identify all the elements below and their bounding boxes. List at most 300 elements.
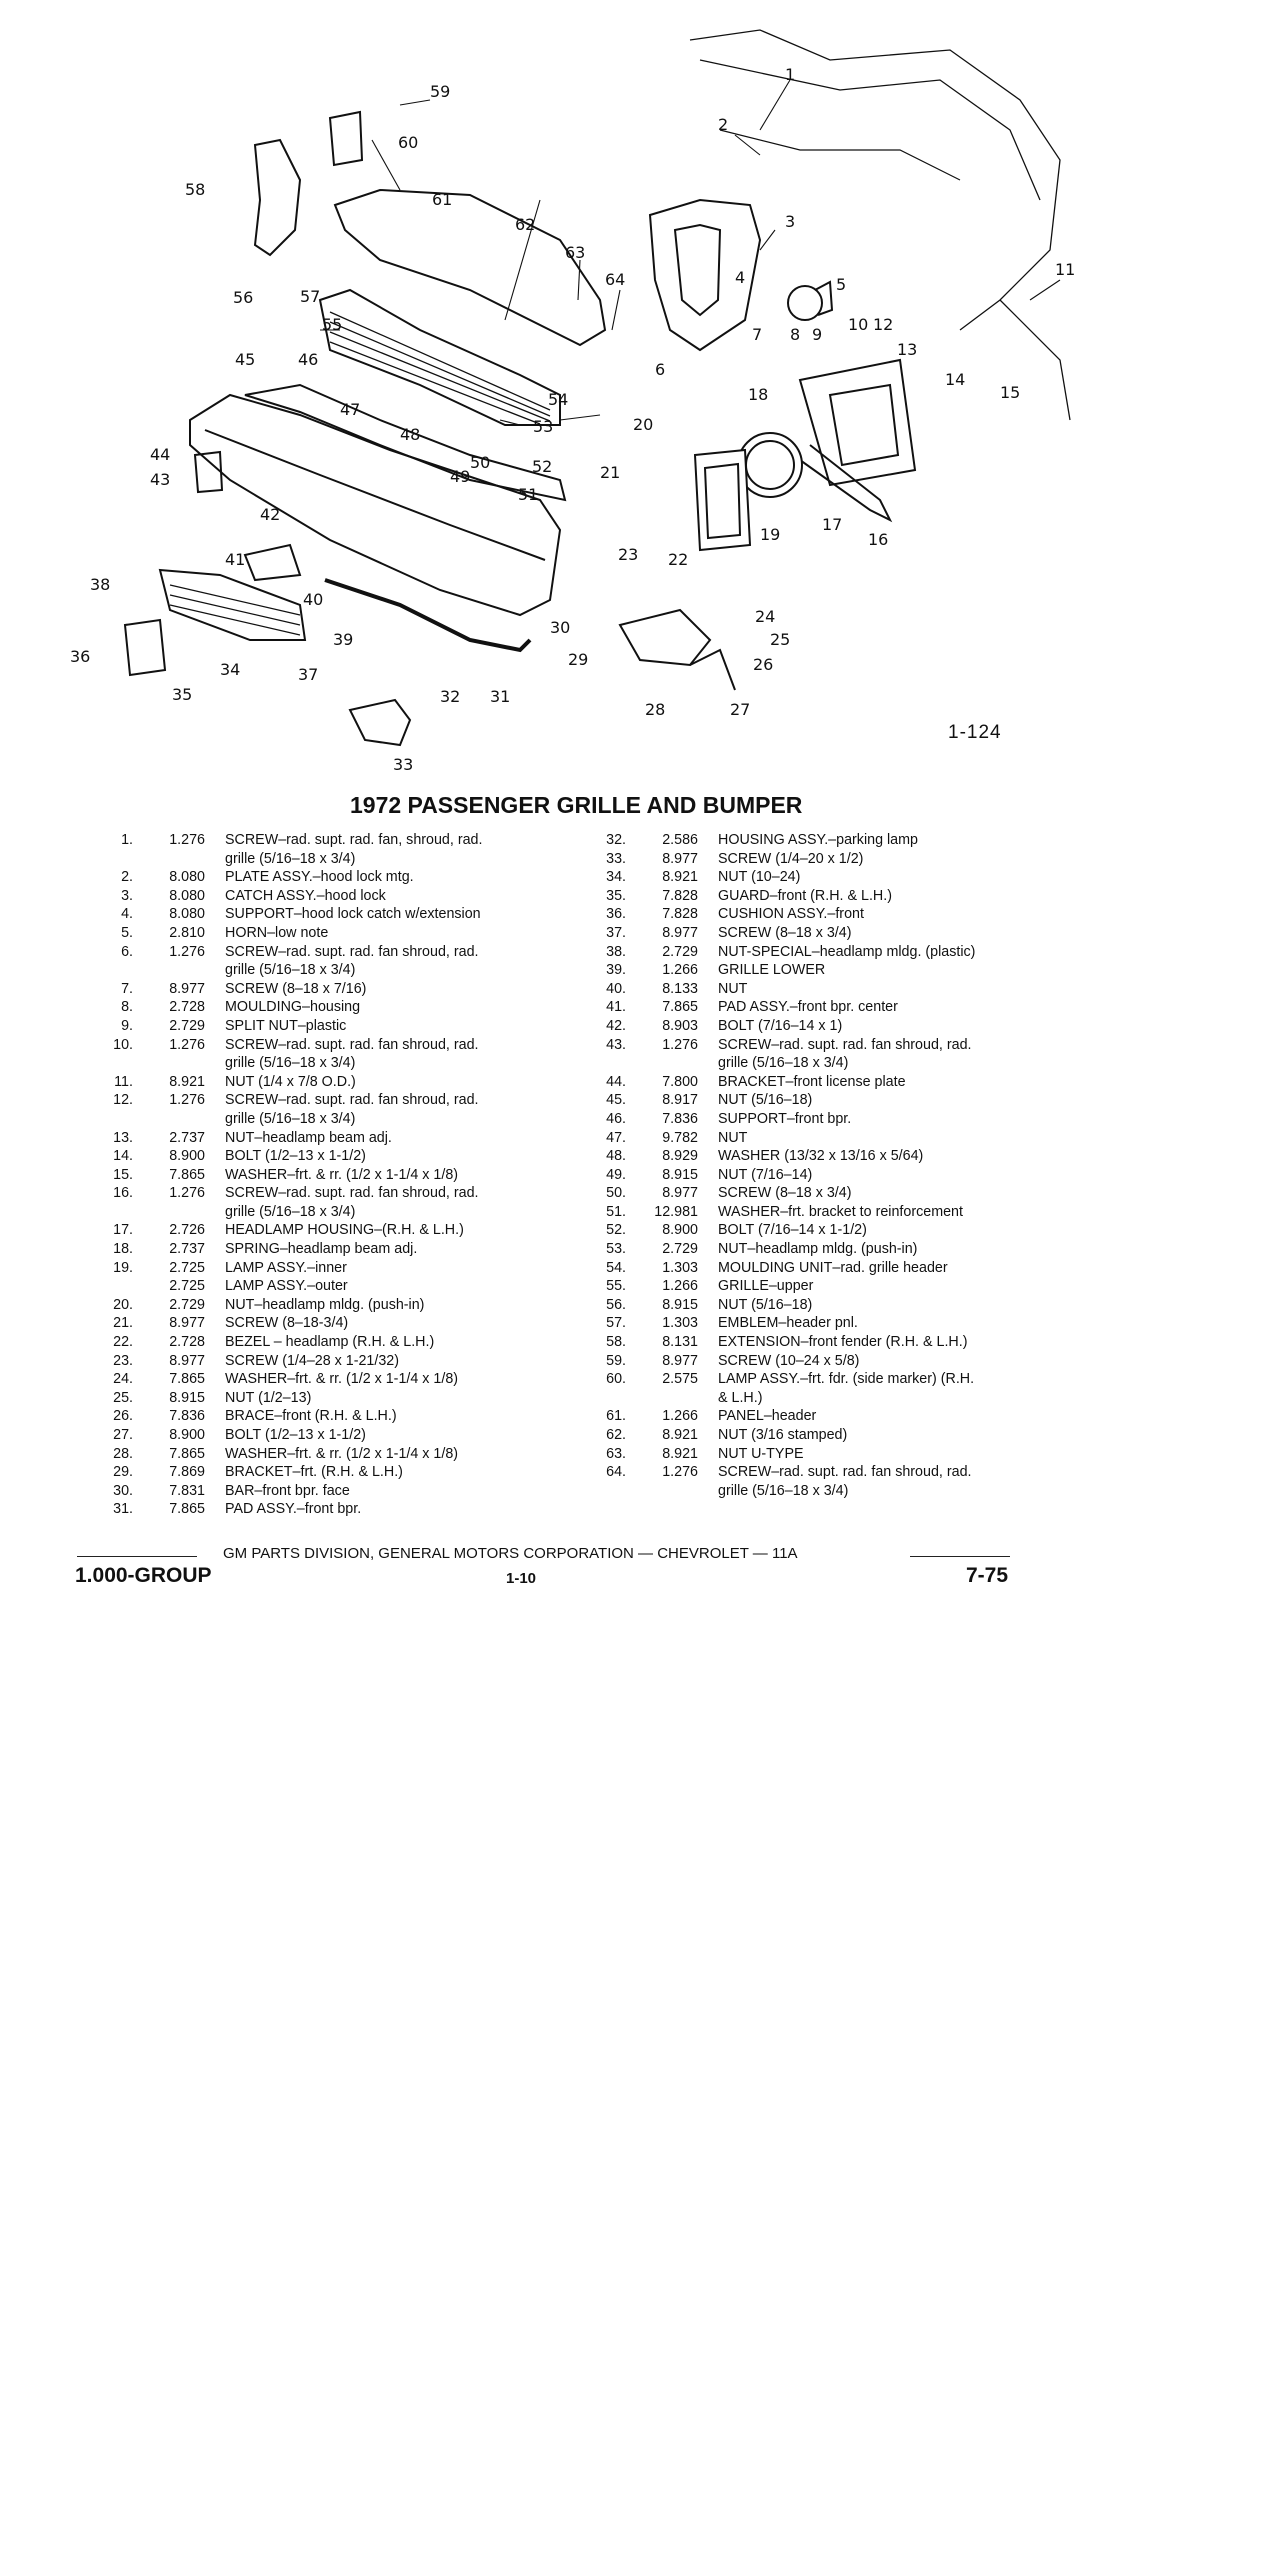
part-number xyxy=(588,1482,626,1501)
part-description: SCREW (1/4–28 x 1-21/32) xyxy=(225,1352,400,1369)
part-row xyxy=(95,1482,655,1501)
part-group-code: 7.831 xyxy=(169,1482,205,1499)
part-row xyxy=(588,905,1148,924)
part-number xyxy=(95,1110,133,1129)
part-row xyxy=(588,1054,1148,1073)
part-number: 56. xyxy=(606,1296,626,1313)
part-description: LAMP ASSY.–inner xyxy=(225,1259,347,1276)
callout-11: 11 xyxy=(1055,260,1076,279)
part-row xyxy=(588,1240,1148,1259)
part-number: 39. xyxy=(606,962,626,979)
part-group-code: 1.276 xyxy=(169,943,205,960)
part-description: NUT (1/4 x 7/8 O.D.) xyxy=(225,1073,356,1090)
callout-18: 18 xyxy=(748,385,769,404)
part-group-code xyxy=(133,850,205,869)
part-row xyxy=(588,831,1148,850)
callout-49: 49 xyxy=(450,467,471,486)
callout-51: 51 xyxy=(518,485,539,504)
callout-58: 58 xyxy=(185,180,206,199)
part-row xyxy=(588,1445,1148,1464)
callout-64: 64 xyxy=(605,270,626,289)
part-description: SCREW–rad. supt. rad. fan shroud, rad. xyxy=(718,1036,972,1053)
callout-54: 54 xyxy=(548,390,569,409)
part-group-code: 2.725 xyxy=(169,1278,205,1295)
part-description: BOLT (7/16–14 x 1) xyxy=(718,1017,843,1034)
part-row xyxy=(95,1277,655,1296)
part-number: 43. xyxy=(606,1036,626,1053)
callout-13: 13 xyxy=(897,340,918,359)
callout-23: 23 xyxy=(618,545,639,564)
part-group-code: 8.080 xyxy=(169,869,205,886)
part-number: 6. xyxy=(121,943,133,960)
part-description: BAR–front bpr. face xyxy=(225,1482,350,1499)
part-row xyxy=(95,1389,655,1408)
part-number: 18. xyxy=(113,1241,133,1258)
part-group-code: 8.900 xyxy=(169,1427,205,1443)
part-row xyxy=(95,1463,655,1482)
part-row xyxy=(588,1407,1148,1426)
part-group-code: 7.800 xyxy=(662,1073,698,1090)
part-row xyxy=(95,1073,655,1092)
part-number: 17. xyxy=(113,1222,133,1239)
part-description: LAMP ASSY.–outer xyxy=(225,1278,348,1295)
part-number: 30. xyxy=(113,1482,133,1499)
part-description: CATCH ASSY.–hood lock xyxy=(225,887,386,904)
part-number: 36. xyxy=(606,906,626,923)
callout-21: 21 xyxy=(600,463,621,482)
part-row xyxy=(588,980,1148,999)
part-group-code: 8.133 xyxy=(662,980,698,997)
part-row xyxy=(588,1036,1148,1055)
part-description: grille (5/16–18 x 3/4) xyxy=(225,1110,356,1127)
part-number: 26. xyxy=(113,1408,133,1425)
part-group-code: 1.266 xyxy=(662,962,698,979)
callout-43: 43 xyxy=(150,470,171,489)
part-group-code: 8.977 xyxy=(169,1352,205,1369)
part-description: SCREW (10–24 x 5/8) xyxy=(718,1352,860,1369)
part-description: NUT xyxy=(718,980,748,997)
part-number: 57. xyxy=(606,1315,626,1332)
callout-35: 35 xyxy=(172,685,193,704)
part-group-code: 2.810 xyxy=(169,924,205,941)
part-number: 23. xyxy=(113,1352,133,1369)
part-row xyxy=(588,961,1148,980)
part-row xyxy=(95,1296,655,1315)
callout-8: 8 xyxy=(790,325,801,344)
part-number: 45. xyxy=(606,1092,626,1109)
part-description: & L.H.) xyxy=(718,1389,763,1406)
part-number: 20. xyxy=(113,1296,133,1313)
part-number: 3. xyxy=(121,887,133,904)
part-description: PAD ASSY.–front bpr. center xyxy=(718,999,898,1016)
part-description: WASHER–frt. & rr. (1/2 x 1-1/4 x 1/8) xyxy=(225,1166,459,1183)
part-number: 60. xyxy=(606,1371,626,1388)
part-group-code xyxy=(626,1054,698,1073)
part-description: NUT (10–24) xyxy=(718,869,801,886)
callout-53: 53 xyxy=(533,417,554,436)
part-row xyxy=(588,1017,1148,1036)
callout-62: 62 xyxy=(515,215,536,234)
part-group-code: 2.726 xyxy=(169,1222,205,1239)
part-group-code: 2.729 xyxy=(662,943,698,960)
part-description: MOULDING UNIT–rad. grille header xyxy=(718,1259,948,1276)
part-description: SCREW (8–18 x 3/4) xyxy=(718,924,852,941)
part-row xyxy=(95,1240,655,1259)
part-row xyxy=(588,943,1148,962)
part-group-code: 8.080 xyxy=(169,906,205,923)
part-group-code: 8.977 xyxy=(169,1315,205,1332)
part-description: SPLIT NUT–plastic xyxy=(225,1017,347,1034)
part-description: WASHER–frt. & rr. (1/2 x 1-1/4 x 1/8) xyxy=(225,1371,459,1388)
part-number: 31. xyxy=(113,1501,133,1518)
part-group-code: 8.921 xyxy=(169,1073,205,1090)
part-number xyxy=(588,1389,626,1408)
part-description: SUPPORT–front bpr. xyxy=(718,1110,852,1127)
part-number xyxy=(95,1277,133,1296)
part-group-code: 7.865 xyxy=(169,1445,205,1462)
part-number: 42. xyxy=(606,1017,626,1034)
callout-24: 24 xyxy=(755,607,776,626)
part-description: SCREW (1/4–20 x 1/2) xyxy=(718,850,864,867)
callout-25: 25 xyxy=(770,630,791,649)
part-number: 40. xyxy=(606,980,626,997)
part-number xyxy=(95,961,133,980)
part-group-code: 2.737 xyxy=(169,1241,205,1258)
part-number: 28. xyxy=(113,1445,133,1462)
callout-4: 4 xyxy=(735,268,746,287)
part-group-code: 7.865 xyxy=(169,1501,205,1518)
part-number: 44. xyxy=(606,1073,626,1090)
part-description: SCREW–rad. supt. rad. fan shroud, rad. xyxy=(718,1464,972,1481)
part-row xyxy=(95,1333,655,1352)
part-group-code xyxy=(626,1482,698,1501)
part-number xyxy=(588,1054,626,1073)
part-row xyxy=(95,924,655,943)
part-number: 38. xyxy=(606,943,626,960)
part-number: 51. xyxy=(606,1203,626,1220)
callout-38: 38 xyxy=(90,575,111,594)
part-group-code: 1.266 xyxy=(662,1408,698,1425)
callout-61: 61 xyxy=(432,190,453,209)
part-row xyxy=(588,1129,1148,1148)
callout-19: 19 xyxy=(760,525,781,544)
part-group-code: 1.276 xyxy=(662,1464,698,1481)
callout-9: 9 xyxy=(812,325,823,344)
part-number: 47. xyxy=(606,1129,626,1146)
part-row xyxy=(95,1054,655,1073)
part-number: 14. xyxy=(113,1148,133,1165)
part-description: PAD ASSY.–front bpr. xyxy=(225,1501,362,1518)
callout-55: 55 xyxy=(322,315,343,334)
part-group-code: 8.921 xyxy=(662,1427,698,1443)
part-number: 54. xyxy=(606,1259,626,1276)
part-group-code: 8.900 xyxy=(169,1148,205,1165)
part-group-code: 2.729 xyxy=(169,1296,205,1313)
part-number xyxy=(95,1054,133,1073)
part-description: HEADLAMP HOUSING–(R.H. & L.H.) xyxy=(225,1222,464,1239)
part-description: WASHER–frt. & rr. (1/2 x 1-1/4 x 1/8) xyxy=(225,1445,459,1462)
part-group-code: 8.929 xyxy=(662,1148,698,1165)
part-number: 64. xyxy=(606,1464,626,1481)
callout-34: 34 xyxy=(220,660,241,679)
part-row xyxy=(95,943,655,962)
callout-63: 63 xyxy=(565,243,586,262)
part-group-code: 7.865 xyxy=(169,1371,205,1388)
part-row xyxy=(588,1259,1148,1278)
part-number: 50. xyxy=(606,1185,626,1202)
part-row xyxy=(95,1184,655,1203)
part-group-code: 2.728 xyxy=(169,999,205,1016)
part-row xyxy=(588,1482,1148,1501)
callout-16: 16 xyxy=(868,530,889,549)
callout-46: 46 xyxy=(298,350,319,369)
part-description: NUT (5/16–18) xyxy=(718,1092,813,1109)
part-group-code: 7.869 xyxy=(169,1464,205,1481)
part-number: 33. xyxy=(606,850,626,867)
part-group-code: 2.728 xyxy=(169,1334,205,1351)
callout-2: 2 xyxy=(718,115,729,134)
callout-50: 50 xyxy=(470,453,491,472)
part-description: grille (5/16–18 x 3/4) xyxy=(225,850,356,867)
part-description: CUSHION ASSY.–front xyxy=(718,906,864,923)
part-row xyxy=(588,1110,1148,1129)
part-description: NUT U-TYPE xyxy=(718,1445,804,1462)
callout-41: 41 xyxy=(225,550,246,569)
callout-28: 28 xyxy=(645,700,666,719)
part-number: 49. xyxy=(606,1166,626,1183)
part-description: NUT (3/16 stamped) xyxy=(718,1427,848,1443)
part-group-code: 2.575 xyxy=(662,1371,698,1388)
part-description: PANEL–header xyxy=(718,1408,817,1425)
part-row xyxy=(588,1426,1148,1445)
callout-33: 33 xyxy=(393,755,414,774)
part-number: 9. xyxy=(121,1017,133,1034)
part-description: NUT–headlamp mldg. (push-in) xyxy=(225,1296,425,1313)
part-number: 27. xyxy=(113,1427,133,1443)
part-number: 19. xyxy=(113,1259,133,1276)
part-group-code: 8.921 xyxy=(662,1445,698,1462)
callout-17: 17 xyxy=(822,515,843,534)
part-group-code xyxy=(626,1389,698,1408)
part-number: 59. xyxy=(606,1352,626,1369)
part-number: 15. xyxy=(113,1166,133,1183)
callout-48: 48 xyxy=(400,425,421,444)
callout-40: 40 xyxy=(303,590,324,609)
part-description: EMBLEM–header pnl. xyxy=(718,1315,858,1332)
part-group-code xyxy=(133,1054,205,1073)
part-group-code: 8.915 xyxy=(662,1166,698,1183)
part-row xyxy=(95,1426,655,1445)
part-row xyxy=(588,1352,1148,1371)
part-description: BRACE–front (R.H. & L.H.) xyxy=(225,1408,397,1425)
parts-diagram xyxy=(0,0,1271,800)
part-number: 11. xyxy=(114,1073,133,1090)
callout-14: 14 xyxy=(945,370,966,389)
footer-group: 1.000-GROUP xyxy=(75,1564,212,1587)
part-row xyxy=(588,1463,1148,1482)
part-group-code: 8.977 xyxy=(662,1185,698,1202)
part-group-code: 1.303 xyxy=(662,1315,698,1332)
figure-id: 1-124 xyxy=(948,722,1002,743)
part-description: SCREW–rad. supt. rad. fan shroud, rad. xyxy=(225,943,479,960)
part-row xyxy=(588,924,1148,943)
footer-rule-right xyxy=(910,1556,1010,1557)
part-row xyxy=(95,1110,655,1129)
part-description: NUT xyxy=(718,1129,748,1146)
part-row xyxy=(95,850,655,869)
part-description: NUT (1/2–13) xyxy=(225,1389,312,1406)
part-row xyxy=(95,831,655,850)
part-number: 32. xyxy=(606,832,626,848)
part-row xyxy=(588,1389,1148,1408)
callout-12: 12 xyxy=(873,315,894,334)
part-description: HOUSING ASSY.–parking lamp xyxy=(718,832,918,848)
callout-10: 10 xyxy=(848,315,869,334)
part-row xyxy=(95,905,655,924)
callout-26: 26 xyxy=(753,655,774,674)
part-number: 7. xyxy=(121,980,133,997)
callout-22: 22 xyxy=(668,550,689,569)
parts-list-left xyxy=(95,831,655,1519)
part-number: 24. xyxy=(113,1371,133,1388)
part-description: HORN–low note xyxy=(225,924,329,941)
part-group-code: 9.782 xyxy=(662,1129,698,1146)
part-description: SCREW–rad. supt. rad. fan, shroud, rad. xyxy=(225,832,483,848)
part-row xyxy=(588,998,1148,1017)
part-number: 34. xyxy=(606,869,626,886)
part-group-code xyxy=(133,1110,205,1129)
callout-57: 57 xyxy=(300,287,321,306)
part-description: grille (5/16–18 x 3/4) xyxy=(718,1482,849,1499)
part-row xyxy=(588,850,1148,869)
part-description: grille (5/16–18 x 3/4) xyxy=(718,1055,849,1072)
callout-47: 47 xyxy=(340,400,361,419)
part-description: NUT (5/16–18) xyxy=(718,1296,813,1313)
part-row xyxy=(95,1445,655,1464)
part-description: MOULDING–housing xyxy=(225,999,361,1016)
parts-list-right xyxy=(588,831,1148,1500)
part-group-code: 1.276 xyxy=(662,1036,698,1053)
part-row xyxy=(588,1147,1148,1166)
part-description: LAMP ASSY.–frt. fdr. (side marker) (R.H. xyxy=(718,1371,975,1388)
part-row xyxy=(588,1203,1148,1222)
part-description: SCREW–rad. supt. rad. fan shroud, rad. xyxy=(225,1092,479,1109)
part-group-code: 8.977 xyxy=(662,924,698,941)
part-number: 12. xyxy=(113,1092,133,1109)
part-group-code: 2.737 xyxy=(169,1129,205,1146)
part-number: 5. xyxy=(121,924,133,941)
part-group-code xyxy=(133,961,205,980)
part-number: 16. xyxy=(113,1185,133,1202)
part-row xyxy=(95,887,655,906)
part-group-code: 8.915 xyxy=(169,1389,205,1406)
part-number: 61. xyxy=(606,1408,626,1425)
part-description: SCREW–rad. supt. rad. fan shroud, rad. xyxy=(225,1185,479,1202)
footer-page-number: 1-10 xyxy=(506,1570,537,1587)
part-number: 53. xyxy=(606,1241,626,1258)
footer-date: 7-75 xyxy=(966,1564,1009,1587)
callout-39: 39 xyxy=(333,630,354,649)
part-row xyxy=(95,1314,655,1333)
part-group-code: 2.586 xyxy=(662,832,698,848)
part-row xyxy=(588,1314,1148,1333)
part-row xyxy=(95,1221,655,1240)
part-group-code: 8.900 xyxy=(662,1222,698,1239)
part-description: GUARD–front (R.H. & L.H.) xyxy=(718,887,892,904)
part-row xyxy=(95,1147,655,1166)
part-row xyxy=(95,1259,655,1278)
part-description: GRILLE LOWER xyxy=(718,962,826,979)
part-number: 55. xyxy=(606,1278,626,1295)
part-description: BEZEL – headlamp (R.H. & L.H.) xyxy=(225,1334,435,1351)
callout-7: 7 xyxy=(752,325,763,344)
part-group-code: 8.131 xyxy=(662,1334,698,1351)
part-description: PLATE ASSY.–hood lock mtg. xyxy=(225,869,414,886)
part-description: GRILLE–upper xyxy=(718,1278,814,1295)
callout-52: 52 xyxy=(532,457,553,476)
part-description: SCREW (8–18 x 3/4) xyxy=(718,1185,852,1202)
part-row xyxy=(588,1184,1148,1203)
part-number: 2. xyxy=(121,869,133,886)
footer-rule-left xyxy=(77,1556,197,1557)
part-group-code: 1.276 xyxy=(169,1092,205,1109)
part-group-code: 8.921 xyxy=(662,869,698,886)
part-group-code: 8.917 xyxy=(662,1092,698,1109)
callout-3: 3 xyxy=(785,212,796,231)
part-row xyxy=(95,1091,655,1110)
part-number: 22. xyxy=(113,1334,133,1351)
part-number: 62. xyxy=(606,1427,626,1443)
part-description: grille (5/16–18 x 3/4) xyxy=(225,1055,356,1072)
part-group-code: 1.276 xyxy=(169,832,205,848)
part-description: grille (5/16–18 x 3/4) xyxy=(225,1203,356,1220)
part-description: SCREW (8–18-3/4) xyxy=(225,1315,349,1332)
part-number: 10. xyxy=(113,1036,133,1053)
callout-31: 31 xyxy=(490,687,511,706)
part-number: 52. xyxy=(606,1222,626,1239)
footer-division: GM PARTS DIVISION, GENERAL MOTORS CORPORATION — CHEVROLET — 11A xyxy=(223,1545,798,1562)
part-number: 63. xyxy=(606,1445,626,1462)
part-number: 8. xyxy=(121,999,133,1016)
part-number xyxy=(95,850,133,869)
part-group-code: 2.729 xyxy=(662,1241,698,1258)
part-number: 37. xyxy=(606,924,626,941)
part-number: 4. xyxy=(121,906,133,923)
part-group-code: 2.729 xyxy=(169,1017,205,1034)
part-number: 48. xyxy=(606,1148,626,1165)
part-group-code: 8.903 xyxy=(662,1017,698,1034)
callout-59: 59 xyxy=(430,82,451,101)
part-row xyxy=(95,1036,655,1055)
part-number xyxy=(95,1203,133,1222)
part-description: grille (5/16–18 x 3/4) xyxy=(225,962,356,979)
callout-15: 15 xyxy=(1000,383,1021,402)
part-number: 25. xyxy=(113,1389,133,1406)
callout-32: 32 xyxy=(440,687,461,706)
part-group-code: 1.266 xyxy=(662,1278,698,1295)
part-group-code: 7.828 xyxy=(662,906,698,923)
part-number: 1. xyxy=(121,832,133,848)
part-row xyxy=(95,1407,655,1426)
part-description: SCREW (8–18 x 7/16) xyxy=(225,980,367,997)
part-row xyxy=(588,1166,1148,1185)
part-row xyxy=(588,1277,1148,1296)
callout-30: 30 xyxy=(550,618,571,637)
part-row xyxy=(95,1370,655,1389)
part-group-code: 7.836 xyxy=(662,1110,698,1127)
part-number: 46. xyxy=(606,1110,626,1127)
part-row xyxy=(588,1221,1148,1240)
